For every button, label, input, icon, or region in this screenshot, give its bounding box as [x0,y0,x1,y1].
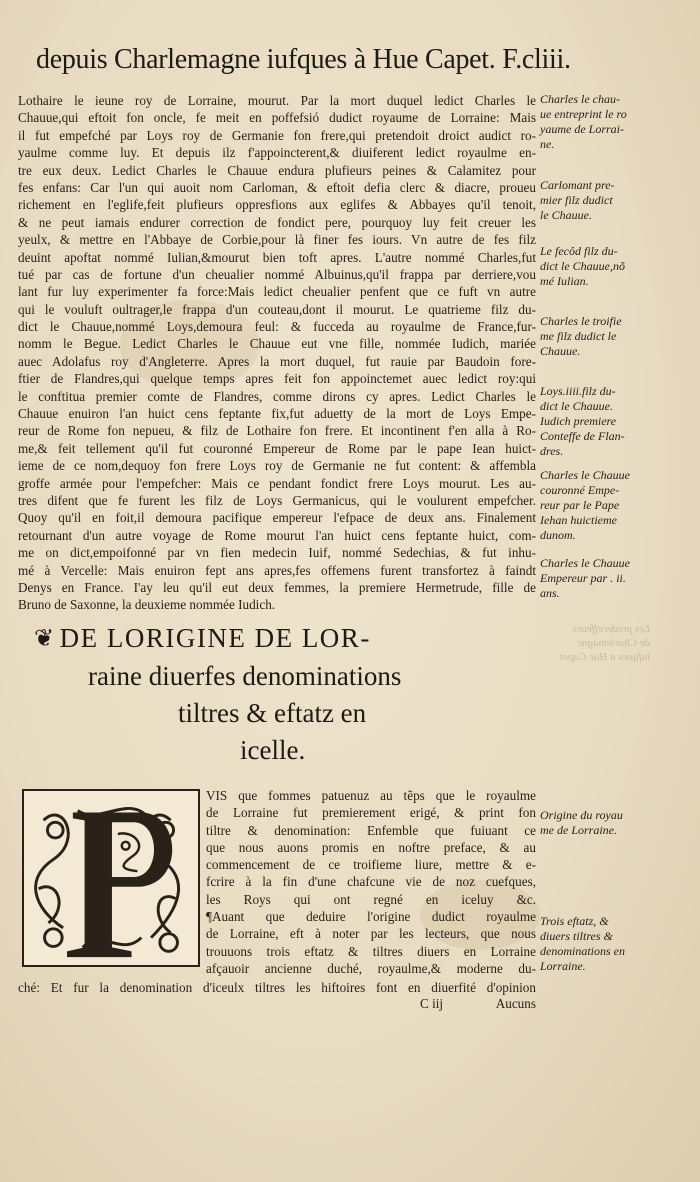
text-line: yeulx, & mettre en l'Abbaye de Corbie,pour là finer fes iours. Vn autre de fes filz [18,232,536,248]
heading-line-1: DE LORIGINE DE LOR- [59,623,371,653]
text-line: Denys en France. I'ay leu qu'il eut deux femmes, la premiere Hermetrude, fille de [18,579,536,595]
margin-note: Origine du royau me de Lorraine. [540,808,623,837]
text-line: que nous auons promis en noftre preface, & au [206,839,536,855]
text-line: retournant d'un autre voyage de Rome mourut l'an huict cens feptante huict, com- [18,527,536,543]
text-line: qui le vouluft oultrager,le frappa d'un couteau,dont il mourut. Le quatrieme filz du- [18,301,536,317]
text-line: ché: Et fur la denomination d'iceulx tiltres les hiftoires font en diuerfité d'opinion [18,980,536,995]
text-line: les Roys qui ont regné en iceluy &c. [206,891,536,907]
margin-note: Charles le Chauue Empereur par . ii. ans. [540,556,630,600]
text-line: VIS que fommes patuenuz au tẽps que le royaulme [206,788,536,803]
margin-note: Carlomant pre- mier filz dudict le Chauue. [540,178,615,222]
text-line: fes enfans: Car l'un qui auoit nom Carloman, & eftoit defia clerc & diacre, proueu [18,179,536,195]
text-line: Chauue,qui eftoit fon oncle, fe meit en poffefsió dudict royaume de Lorraine: Mais [18,110,536,126]
text-line: trouuons trois eftatz & tiltres diuers en Lorraine [206,943,536,959]
margin-note: Charles le chau- ue entreprint le ro yaume de Lorrai- ne. [540,92,627,151]
heading-line-4: icelle. [240,735,306,765]
text-line: tre eux deux. Ledict Charles le Chauue endura plufieurs peines & Calamitez pour [18,162,536,178]
running-header: depuis Charlemagne iufques à Hue Capet. F.cliii. [36,44,571,75]
catchword: Aucuns [495,996,536,1011]
text-line: me,& feit tellement qu'il fut couronné Empereur de Rome par le pape Iean huict- [18,440,536,456]
opening-paragraph [206,787,536,977]
text-line: le conftitua premier comte de Flandres, comme dirons cy apres. Ledict Charles le [18,388,536,404]
text-line: me on dict,empoifonné par vn fien medecin Iuif, nommé Sedechias, & fut inhu- [18,545,536,561]
fleuron-ornament-icon: ❦ [34,626,56,652]
text-line: ftier de Flandres,qui quelque temps apres feit fon appoinctemet auec ledict roy:qui [18,371,536,387]
page-footer [420,996,536,1012]
text-line: reur de Rome fon nepueu, & filz de Lothaire fon frere. Et incontinent f'en alla à Ro- [18,423,536,439]
text-line: yaulme comme luy. Et depuis ilz f'appoincterent,& diuiferent ledict royaulme en- [18,145,536,161]
text-line: deuint apoftat nommé Iulian,&mourut bien toft apres. L'autre nommé Charles,fut [18,249,536,265]
text-line: dict le Chauue,nommé Loys,demoura feul: & fucceda au royaulme de France,fur- [18,319,536,335]
continuation-paragraph [18,979,536,996]
text-line: tiltre & denomination: Enfemble que fuiuant ce [206,822,536,838]
text-line: & ne peut iamais endurer correction de fondict pere, pourquoy luy feit creuer les [18,214,536,230]
text-line: tres difent que fe furent les filz de Loys Germanicus, qui le voulurent empefcher. [18,492,536,508]
text-line: Bruno de Saxonne, la deuxieme nommée Iudich. [18,597,276,613]
main-text-block [18,92,536,614]
text-line: de Lorraine, eft à noter par les lecteurs, que nous [206,926,536,942]
text-line: il fut empefché par Loys roy de Germanie fon frere,qui pretendoit droict audict ro- [18,127,536,143]
margin-note: Trois eftatz, & diuers tiltres & denominations en Lorraine. [540,914,625,973]
text-line: afçauoir ancienne duché, royaulme,& moderne du- [206,960,536,976]
heading-line-3: tiltres & eftatz en [178,698,367,728]
text-line: nomm le Begue. Ledict Charles le Chauue eut vne fille, nommée Iudich, mariée [18,336,536,352]
margin-note: Charles le Chauue couronné Empe- reur par le Pape Iehan huictieme dunom. [540,468,630,542]
heading-line-2: raine diuerfes denominations [88,661,402,691]
text-line: de Lorraine fut premierement erigé, & print fon [206,805,536,821]
text-line: auec Adolafus roy d'Angleterre. Apres la mort duquel, fut rauie par Baudoin fore- [18,353,536,369]
text-line: fcrire à la fin d'une chafcune vie de noz cuefques, [206,874,536,890]
show-through-text: Les predeceffeurs de Charlemagne iufques a Hue Capet [560,623,651,663]
section-heading [34,620,554,769]
text-line: ¶Auant que deduire l'origine dudict royaulme [206,909,536,925]
margin-note: Le fecôd filz du- dict le Chauue,nõ mé Iulian. [540,244,625,288]
decorated-initial-p-icon [22,789,200,967]
text-line: commencement de ce troifieme liure, mettre & e- [206,857,536,873]
text-line: richement en l'eglife,feit plufieurs oppresfions aux eglifes & Abbayes qu'il tenoit, [18,197,536,213]
text-line: lant fur luy experimenter fa force:Mais ledict cheualier penfent que ce fuft vn autre [18,284,536,300]
text-line: tué par cas de fortune d'un cheualier nommé Albuinus,qu'il frappa par derriere,vou [18,266,536,282]
text-line: Chauue enuiron l'an huict cens feptante fix,fut aduetty de la mort de Loys Empe- [18,406,536,422]
text-line: Lothaire le ieune roy de Lorraine, mourut. Par la mort duquel ledict Charles le [18,93,536,108]
text-line: mé à Vercelle: Mais enuiron fept ans apres,fes offemens furent transfortez à faindt [18,562,536,578]
text-line: ieme de ce nom,dequoy fon frere Loys roy de Germanie ne fut content: & affembla [18,458,536,474]
margin-note: Loys.iiii.filz du- dict le Chauue. Iudich premiere Conteffe de Flan- dres. [540,384,625,458]
signature-mark: C iij [420,996,444,1011]
text-line: groffe armée pour l'empefcher: Mais ce pendant fondict frere Loys mourut. Les au- [18,475,536,491]
text-line: Quoy qu'il en foit,il demoura pacifique empereur l'efpace de deux ans. Finalement [18,510,536,526]
margin-note: Charles le troifie me filz dudict le Chauue. [540,314,622,358]
